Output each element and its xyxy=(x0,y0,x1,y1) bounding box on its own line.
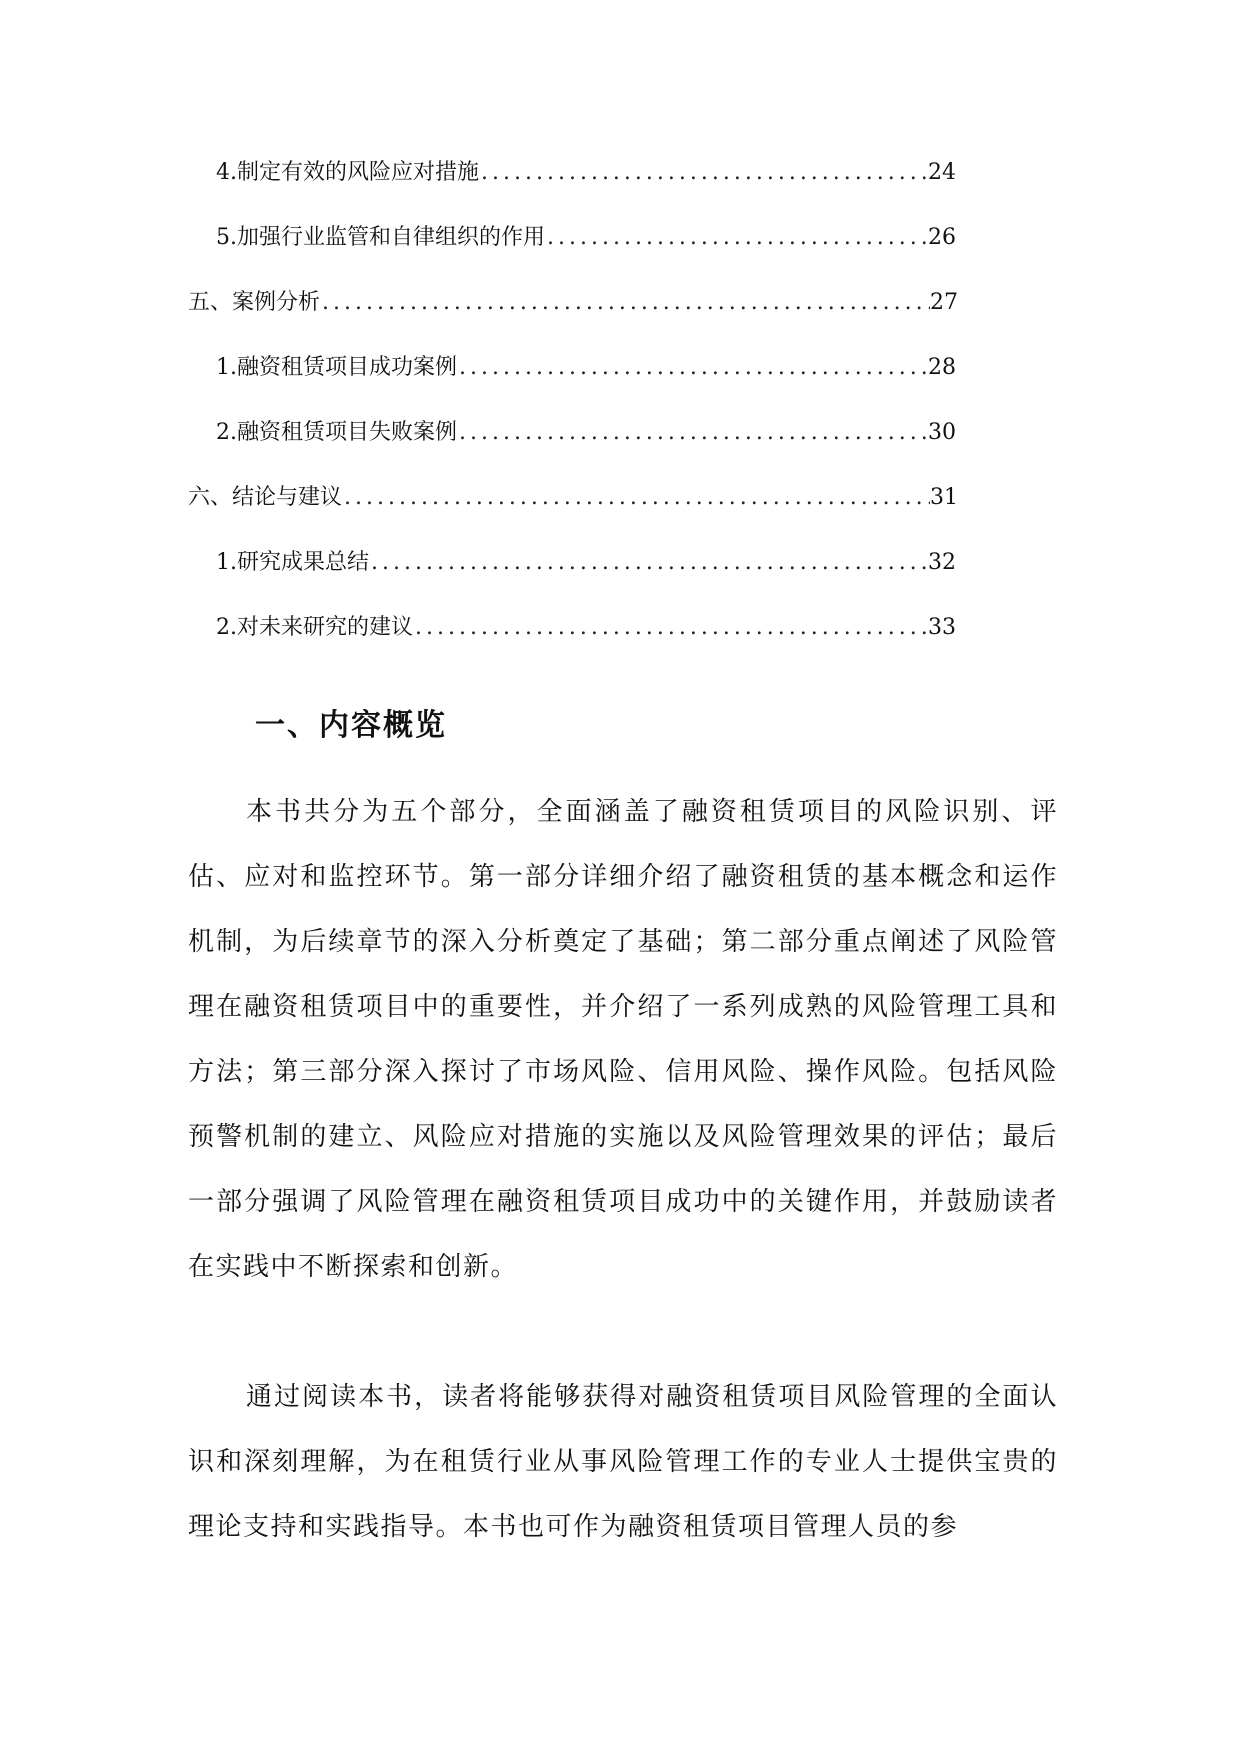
toc-entry[interactable] xyxy=(188,595,956,660)
toc-entry-number: 2. xyxy=(216,615,237,640)
toc-leader-dots xyxy=(413,595,928,660)
toc-entry-page: 32 xyxy=(928,550,956,575)
toc-leader-dots xyxy=(457,400,928,465)
toc-entry[interactable] xyxy=(188,205,956,270)
toc-entry-title: 加强行业监管和自律组织的作用 xyxy=(237,225,546,250)
toc-entry-page: 30 xyxy=(928,420,956,445)
toc-entry[interactable] xyxy=(188,140,956,205)
toc-entry-number: 2. xyxy=(216,420,237,445)
toc-entry-page: 33 xyxy=(928,615,956,640)
toc-entry-title: 融资租赁项目成功案例 xyxy=(237,355,458,380)
toc-leader-dots xyxy=(369,530,928,595)
toc-leader-dots xyxy=(545,205,928,270)
table-of-contents xyxy=(188,140,958,660)
toc-entry[interactable] xyxy=(188,400,956,465)
body-paragraph: 通过阅读本书，读者将能够获得对融资租赁项目风险管理的全面认识和深刻理解，为在租赁行业从事风险管理工作的专业人士提供宝贵的理论支持和实践指导。本书也可作为融资租赁项目管理人员的参 xyxy=(188,1382,1058,1542)
toc-entry-page: 27 xyxy=(930,290,958,315)
toc-entry-number: 5. xyxy=(216,225,237,250)
toc-entry-number: 1. xyxy=(216,550,237,575)
toc-entry[interactable] xyxy=(188,335,956,400)
toc-entry-number: 1. xyxy=(216,355,237,380)
toc-leader-dots xyxy=(479,140,928,205)
toc-entry[interactable] xyxy=(188,530,956,595)
toc-entry-title: 融资租赁项目失败案例 xyxy=(237,420,458,445)
toc-entry-number: 4. xyxy=(216,160,237,185)
toc-entry-page: 24 xyxy=(928,160,956,185)
toc-entry-page: 26 xyxy=(928,225,956,250)
toc-leader-dots xyxy=(320,270,930,335)
toc-entry-title: 研究成果总结 xyxy=(237,550,370,575)
toc-entry-title: 对未来研究的建议 xyxy=(237,615,414,640)
toc-entry-title: 六、结论与建议 xyxy=(188,485,343,510)
toc-entry-page: 28 xyxy=(928,355,956,380)
toc-entry-page: 31 xyxy=(930,485,958,510)
toc-leader-dots xyxy=(457,335,928,400)
toc-entry-title: 制定有效的风险应对措施 xyxy=(237,160,480,185)
toc-entry-title: 五、案例分析 xyxy=(188,290,321,315)
toc-entry[interactable] xyxy=(188,270,958,335)
toc-entry[interactable] xyxy=(188,465,958,530)
section-heading: 一、内容概览 xyxy=(255,708,447,743)
body-paragraph: 本书共分为五个部分，全面涵盖了融资租赁项目的风险识别、评估、应对和监控环节。第一部分详细介绍了融资租赁的基本概念和运作机制，为后续章节的深入分析奠定了基础；第二部分重点阐述了风险管理在融资租赁项目中的重要性，并介绍了一系列成熟的风险管理工具和方法；第三部分深入探讨了市场风险、信用风险、操作风险。包括风险预警机制的建立、风险应对措施的实施以及风险管理效果的评估；最后一部分强调了风险管理在融资租赁项目成功中的关键作用，并鼓励读者在实践中不断探索和创新。 xyxy=(188,797,1058,1282)
toc-leader-dots xyxy=(342,465,930,530)
